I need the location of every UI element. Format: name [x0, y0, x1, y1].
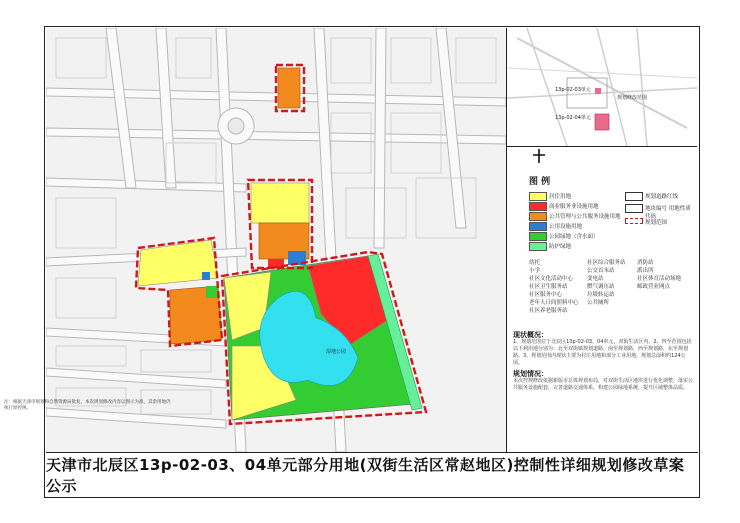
legend-swatch-protective — [529, 242, 547, 251]
land-residential-mid — [251, 183, 309, 223]
legend-symbol: 垃圾转运站 — [587, 292, 615, 298]
legend-label: 公共管理与公共服务设施用地 — [549, 214, 621, 220]
inset-svg — [507, 28, 697, 146]
planning-map — [46, 28, 507, 452]
legend-symbol: 幼托 — [529, 260, 541, 266]
legend-symbol: 社区文化活动中心 — [529, 276, 574, 282]
map-svg — [46, 28, 506, 452]
planning-notes — [513, 328, 693, 392]
land-public-service-north — [278, 68, 300, 108]
revision-title: 规划情况： — [513, 370, 548, 378]
legend-symbol: 社区服务中心 — [529, 292, 563, 298]
inset-label-04: 13p-02-04单元 — [555, 115, 591, 121]
legend-symbol: 社区卫生服务站 — [529, 284, 568, 290]
legend-symbol: 社区养老服务站 — [529, 308, 568, 314]
legend-label: 公园绿地（含水面） — [549, 234, 599, 240]
legend-label: 商业服务业设施用地 — [549, 204, 599, 210]
legend-label: 居住用地 — [549, 194, 572, 200]
legend-label: 规划道路红线 — [645, 194, 679, 200]
inset-label-scope: 规划修改范围 — [617, 95, 648, 101]
legend-road-line-icon — [625, 192, 643, 201]
legend-swatch-utility — [529, 222, 547, 231]
legend-label: 公用设施用地 — [549, 224, 583, 230]
overview-text: 1、规划范围位于北辰区13p-02-03、04单元，双街生活区内。2、四至范围包括以下利用地分别为：北至双街镇规划道路，南至规划路，西至规划路，东至规划路。3、规划范围内现状主要为村庄用地和部分工业用地，规划总面积约124公顷。 — [513, 339, 692, 366]
legend-symbol: 公共厕所 — [587, 300, 610, 306]
legend-label: 地块编号 用地性质代码 — [645, 206, 691, 220]
legend-symbol: 消防站 — [637, 260, 654, 266]
legend-symbol: 公交首末站 — [587, 268, 615, 274]
legend — [507, 166, 697, 318]
park-label: 湿地公园 — [326, 349, 347, 355]
north-arrow-icon — [531, 148, 547, 168]
location-inset — [507, 28, 697, 147]
land-utility-west — [202, 272, 210, 280]
side-panel — [507, 28, 697, 452]
page-title: 天津市北辰区13p-02-03、04单元部分用地(双街生活区常赵地区)控制性详细规划修改草案公示 — [46, 452, 698, 497]
inset-label-03: 13p-02-03单元 — [555, 87, 591, 93]
legend-symbol: 社区综合服务站 — [587, 260, 626, 266]
legend-swatch-park — [529, 232, 547, 241]
legend-swatch-residential — [529, 192, 547, 201]
legend-symbol: 邮政营业网点 — [637, 284, 671, 290]
legend-symbol: 派出所 — [637, 268, 654, 274]
overview-title: 现状概况： — [513, 331, 548, 339]
legend-parcel-code-icon — [625, 204, 643, 213]
legend-symbol: 社区体育活动场地 — [637, 276, 682, 282]
land-green-small — [206, 286, 218, 298]
legend-symbol: 燃气调压站 — [587, 284, 615, 290]
legend-boundary-icon — [625, 218, 643, 224]
map-note: 注：根据天津市规划和自然资源局批复，本次规划修改内容以图示为准，其余用地仍执行原控规。 — [4, 400, 171, 411]
legend-symbol: 小学 — [529, 268, 541, 274]
legend-symbol: 老年人日间照料中心 — [529, 300, 579, 306]
legend-label: 防护绿地 — [549, 244, 572, 250]
legend-swatch-commercial — [529, 202, 547, 211]
legend-swatch-public-service — [529, 212, 547, 221]
legend-title: 图 例 — [529, 177, 551, 187]
legend-symbol: 变电站 — [587, 276, 604, 282]
revision-text: 本次控规修改依据新版市总体规划布局，对双街生活区地块进行优化调整，落实公共服务设施配套，完善道路交通体系，构建公园绿地系统，提升区域整体品质。 — [513, 378, 694, 391]
legend-label: 规划范围 — [645, 220, 668, 226]
